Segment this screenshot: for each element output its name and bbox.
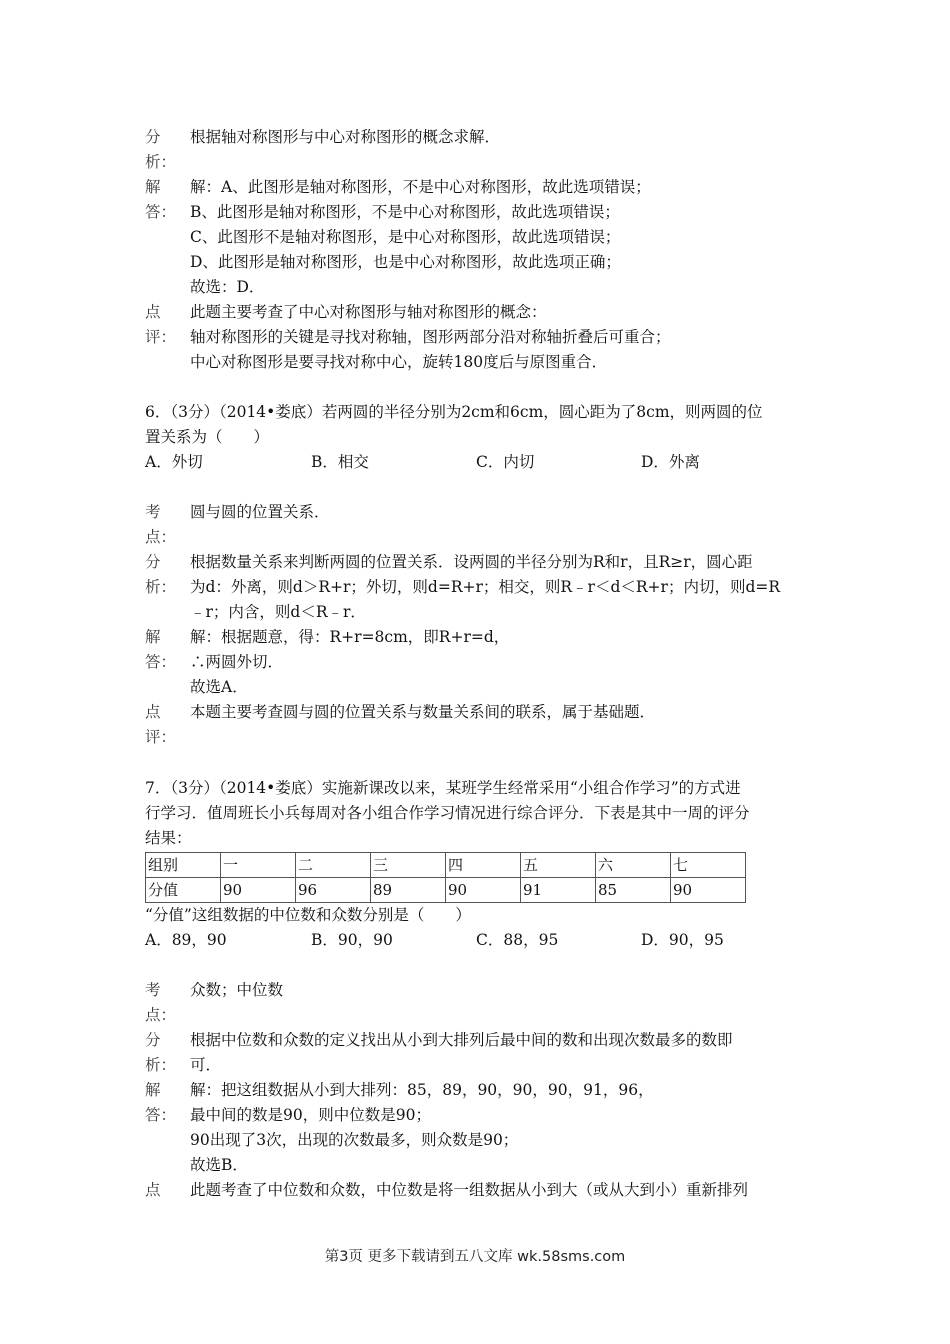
page-footer: 第3页 更多下载请到五八文库 wk.58sms.com: [324, 1249, 626, 1265]
question-stem-line: 结果：: [145, 829, 192, 847]
q6-comment-row: [145, 700, 815, 724]
prev-analysis-row: [145, 125, 815, 149]
q6-point-row-2: [145, 525, 815, 549]
point-label: 考: [145, 503, 161, 521]
prev-comment-row: [145, 325, 815, 349]
answer-line: 解：根据题意，得：R+r=8cm，即R+r=d，: [190, 628, 510, 646]
analysis-label: 析：: [145, 153, 177, 171]
q6-comment-row-2: [145, 725, 815, 749]
table-cell: 二: [296, 853, 371, 878]
answer-label: 解: [145, 178, 161, 196]
analysis-line: 根据数量关系来判断两圆的位置关系．设两圆的半径分别为R和r，且R≥r，圆心距: [190, 553, 753, 571]
q7-analysis-row: [145, 1053, 815, 1077]
point-label: 点：: [145, 1006, 177, 1024]
point-text: 圆与圆的位置关系．: [190, 503, 330, 521]
prev-analysis-row-2: [145, 150, 815, 174]
analysis-line: 为d：外离，则d＞R+r；外切，则d=R+r；相交，则R﹣r＜d＜R+r；内切，则d=R: [190, 578, 781, 596]
table-cell: 分值: [146, 878, 221, 903]
option-b: B．相交: [311, 453, 369, 471]
table-cell: 91: [521, 878, 596, 903]
option-c: C．88，95: [476, 931, 559, 949]
question-stem-line: 6．（3分）（2014•娄底）若两圆的半径分别为2cm和6cm，圆心距为了8cm，则两圆的位: [145, 403, 763, 421]
table-cell: 四: [446, 853, 521, 878]
point-label: 考: [145, 981, 161, 999]
analysis-line: 根据中位数和众数的定义找出从小到大排列后最中间的数和出现次数最多的数即: [190, 1031, 733, 1049]
table-row: [146, 878, 746, 903]
comment-line: 轴对称图形的关键是寻找对称轴，图形两部分沿对称轴折叠后可重合；: [190, 328, 671, 346]
q7-stem: [145, 801, 815, 825]
table-cell: 89: [371, 878, 446, 903]
analysis-line: ﹣r；内含，则d＜R﹣r．: [190, 603, 366, 621]
table-cell: 85: [596, 878, 671, 903]
analysis-label: 分: [145, 553, 161, 571]
q7-comment-row: [145, 1178, 815, 1202]
comment-text: 此题考查了中位数和众数，中位数是将一组数据从小到大（或从大到小）重新排列: [190, 1181, 749, 1199]
question-stem-line: 7．（3分）（2014•娄底）实施新课改以来，某班学生经常采用“小组合作学习”的方式进: [145, 779, 741, 797]
option-a: A．外切: [145, 453, 203, 471]
table-cell: 五: [521, 853, 596, 878]
comment-line: 中心对称图形是要寻找对称中心，旋转180度后与原图重合．: [190, 353, 608, 371]
answer-line: 解：把这组数据从小到大排列：85，89，90，90，90，91，96，: [190, 1081, 654, 1099]
q6-analysis-row: [145, 600, 815, 624]
comment-label: 点: [145, 1181, 161, 1199]
q6-stem: [145, 425, 815, 449]
point-text: 众数；中位数: [190, 981, 284, 999]
answer-label: 解: [145, 1081, 161, 1099]
table-cell: 90: [221, 878, 296, 903]
answer-label: 答：: [145, 1106, 177, 1124]
q7-stem: [145, 826, 815, 850]
option-c: C．内切: [476, 453, 535, 471]
analysis-line: 可．: [190, 1056, 222, 1074]
table-cell: 90: [446, 878, 521, 903]
answer-line: D、此图形是轴对称图形，也是中心对称图形，故此选项正确；: [190, 253, 621, 271]
answer-line: 解：A、此图形是轴对称图形，不是中心对称图形，故此选项错误；: [190, 178, 651, 196]
analysis-label: 析：: [145, 578, 177, 596]
option-a: A．89，90: [145, 931, 227, 949]
table-cell: 组别: [146, 853, 221, 878]
answer-line: 最中间的数是90，则中位数是90；: [190, 1106, 431, 1124]
comment-label: 评：: [145, 728, 177, 746]
answer-label: 答：: [145, 203, 177, 221]
comment-text: 本题主要考查圆与圆的位置关系与数量关系间的联系，属于基础题．: [190, 703, 656, 721]
table-cell: 六: [596, 853, 671, 878]
answer-line: 故选：D．: [190, 278, 265, 296]
table-cell: 96: [296, 878, 371, 903]
q7-question: [145, 903, 815, 927]
prev-comment-row: [145, 350, 815, 374]
question-stem-line: 行学习．值周班长小兵每周对各小组合作学习情况进行综合评分．下表是其中一周的评分: [145, 804, 750, 822]
q6-answer-row: [145, 650, 815, 674]
q7-point-row: [145, 978, 815, 1002]
q6-answer-row: [145, 675, 815, 699]
question-text: “分值”这组数据的中位数和众数分别是（ ）: [145, 906, 471, 924]
prev-answer-row: [145, 175, 815, 199]
point-label: 点：: [145, 528, 177, 546]
q6-options: [145, 450, 815, 474]
q7-options: [145, 928, 815, 952]
prev-answer-row: [145, 250, 815, 274]
answer-line: B、此图形是轴对称图形，不是中心对称图形，故此选项错误；: [190, 203, 620, 221]
comment-label: 点: [145, 703, 161, 721]
q7-analysis-row: [145, 1028, 815, 1052]
analysis-label: 析：: [145, 1056, 177, 1074]
table-cell: 三: [371, 853, 446, 878]
answer-line: 90出现了3次，出现的次数最多，则众数是90；: [190, 1131, 519, 1149]
answer-label: 解: [145, 628, 161, 646]
table-cell: 90: [671, 878, 746, 903]
q6-stem: [145, 400, 815, 424]
q7-answer-row: [145, 1103, 815, 1127]
answer-line: C、此图形不是轴对称图形，是中心对称图形，故此选项错误；: [190, 228, 621, 246]
q6-analysis-row: [145, 575, 815, 599]
option-b: B．90，90: [311, 931, 393, 949]
answer-label: 答：: [145, 653, 177, 671]
prev-answer-row: [145, 225, 815, 249]
analysis-label: 分: [145, 128, 161, 146]
table-cell: 七: [671, 853, 746, 878]
table-header-row: [146, 853, 746, 878]
comment-label: 评：: [145, 328, 177, 346]
table-cell: 一: [221, 853, 296, 878]
question-stem-line: 置关系为（ ）: [145, 428, 270, 446]
q7-answer-row: [145, 1078, 815, 1102]
q6-point-row: [145, 500, 815, 524]
answer-line: 故选B．: [190, 1156, 248, 1174]
option-d: D．外离: [641, 453, 700, 471]
comment-label: 点: [145, 303, 161, 321]
analysis-text: 根据轴对称图形与中心对称图形的概念求解．: [190, 128, 501, 146]
score-table: [145, 852, 746, 903]
q7-answer-row: [145, 1128, 815, 1152]
option-d: D．90，95: [641, 931, 724, 949]
q6-answer-row: [145, 625, 815, 649]
q7-answer-row: [145, 1153, 815, 1177]
q7-stem: [145, 776, 815, 800]
comment-line: 此题主要考查了中心对称图形与轴对称图形的概念：: [190, 303, 547, 321]
answer-line: ∴两圆外切．: [190, 653, 284, 671]
answer-line: 故选A．: [190, 678, 248, 696]
prev-answer-row: [145, 200, 815, 224]
analysis-label: 分: [145, 1031, 161, 1049]
prev-comment-row: [145, 300, 815, 324]
q7-point-row-2: [145, 1003, 815, 1027]
q6-analysis-row: [145, 550, 815, 574]
prev-answer-row: [145, 275, 815, 299]
